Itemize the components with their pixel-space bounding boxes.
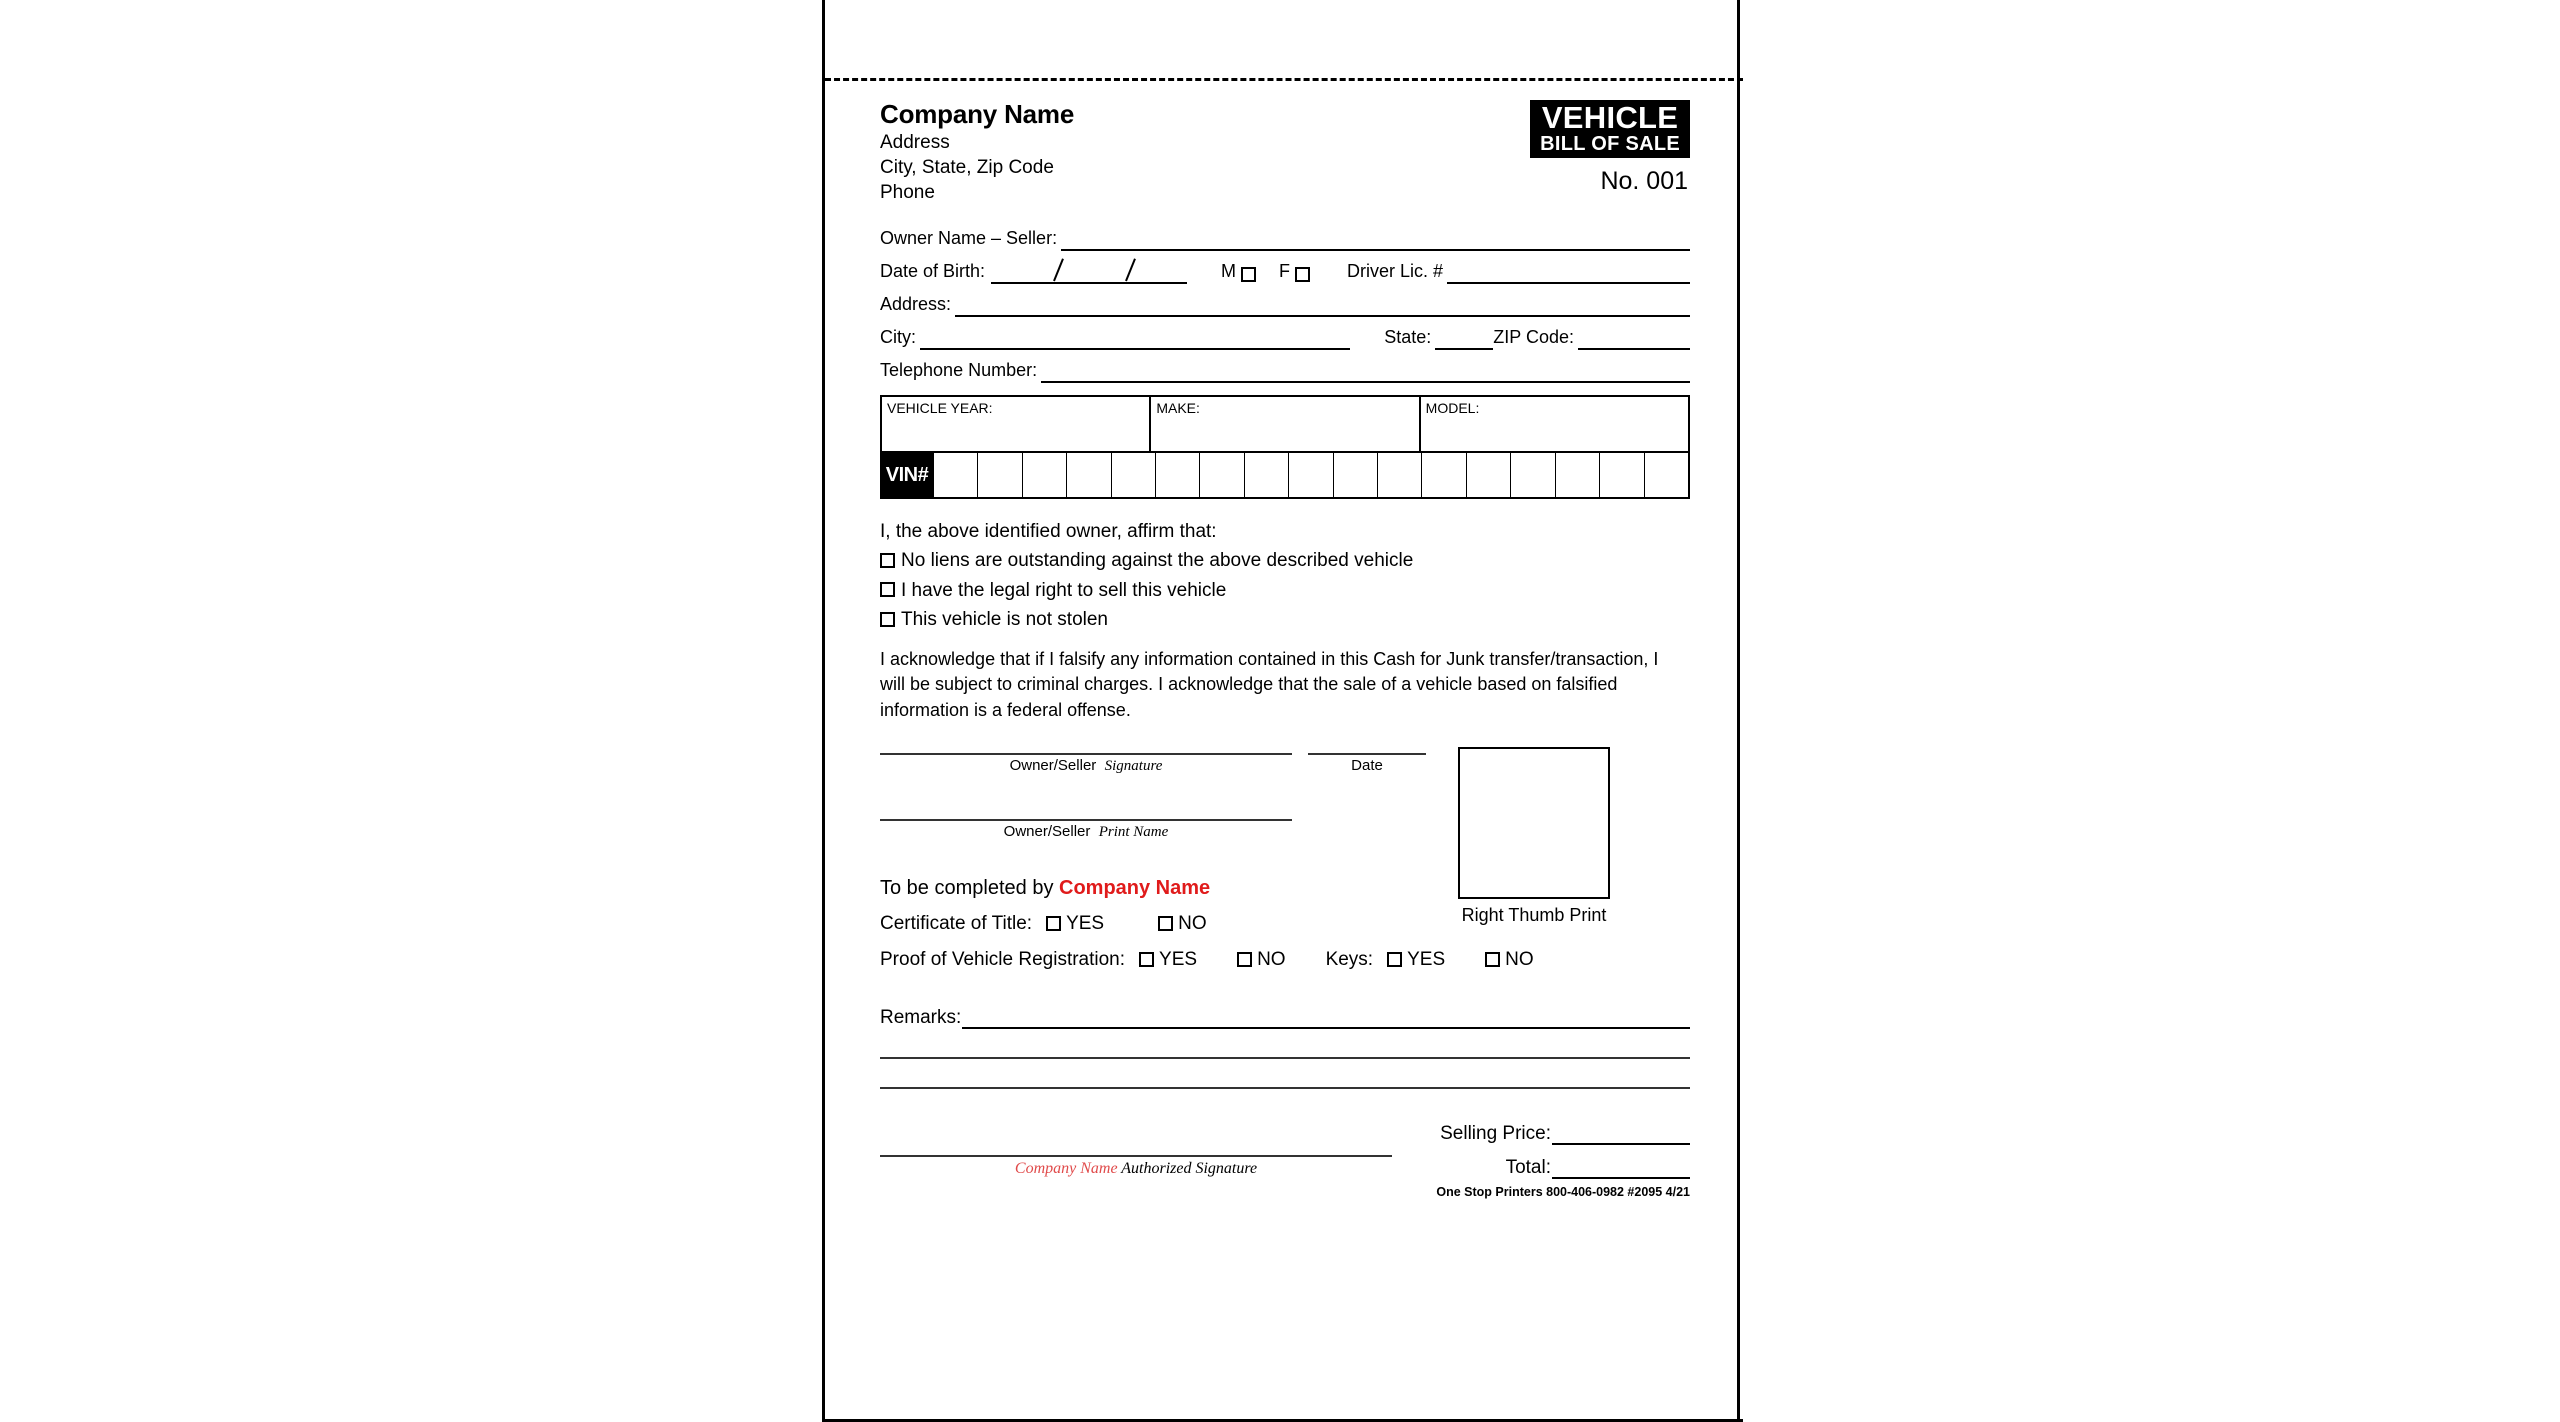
perforation-tear-line — [825, 78, 1743, 81]
vin-character-box[interactable] — [1333, 453, 1377, 497]
registration-and-keys-row — [880, 949, 1534, 971]
affirmation-item-label: I have the legal right to sell this vehicle — [901, 579, 1227, 601]
field-row-owner-name — [880, 218, 1690, 251]
signature-date-caption: Date — [1351, 757, 1383, 775]
affirmation-intro: I, the above identified owner, affirm that: — [880, 521, 1217, 542]
vin-character-box[interactable] — [1066, 453, 1110, 497]
vehicle-table-header-row — [882, 397, 1688, 451]
affirmation-item — [880, 546, 1690, 575]
registration-yes-checkbox[interactable] — [1139, 952, 1154, 967]
vin-character-boxes[interactable] — [932, 453, 1688, 497]
driver-license-input[interactable] — [1447, 264, 1690, 284]
vin-character-box[interactable] — [1199, 453, 1243, 497]
state-input[interactable] — [1435, 330, 1493, 350]
address-input[interactable] — [955, 297, 1690, 317]
dob-slash-icon — [1125, 258, 1136, 281]
city-input[interactable] — [920, 330, 1350, 350]
signature-section — [880, 753, 1690, 971]
vin-character-box[interactable] — [1244, 453, 1288, 497]
vehicle-make-label: MAKE: — [1156, 400, 1200, 416]
seller-fields-group — [880, 218, 1690, 383]
certificate-of-title-row — [880, 913, 1207, 935]
title-badge-block — [1530, 100, 1690, 196]
vin-character-box[interactable] — [1644, 453, 1688, 497]
certificate-of-title-label: Certificate of Title: — [880, 913, 1033, 935]
vin-character-box[interactable] — [977, 453, 1021, 497]
vin-label: VIN# — [882, 453, 932, 497]
vin-character-box[interactable] — [1288, 453, 1332, 497]
telephone-input[interactable] — [1041, 363, 1690, 383]
yes-label: YES — [1407, 949, 1446, 971]
signature-date-input[interactable] — [1308, 753, 1426, 755]
remarks-input-line[interactable] — [880, 1087, 1690, 1089]
keys-yes-checkbox[interactable] — [1387, 952, 1402, 967]
vin-character-box[interactable] — [1155, 453, 1199, 497]
completed-by-company-name: Company Name — [1059, 877, 1211, 900]
affirmation-section — [880, 517, 1690, 723]
city-label: City: — [880, 327, 916, 347]
affirmation-item-label: No liens are outstanding against the above described vehicle — [901, 550, 1414, 572]
affirmation-checkbox-no-liens[interactable] — [880, 553, 895, 568]
footer-section — [880, 1155, 1690, 1233]
field-row-telephone — [880, 350, 1690, 383]
owner-name-input[interactable] — [1061, 231, 1690, 251]
zip-code-label: ZIP Code: — [1493, 327, 1574, 347]
affirmation-checkbox-not-stolen[interactable] — [880, 612, 895, 627]
authorized-signature-text: Authorized Signature — [1117, 1160, 1258, 1178]
authorized-signature-caption — [880, 1160, 1392, 1178]
signature-word: Signature — [1104, 758, 1163, 775]
selling-price-input[interactable] — [1552, 1125, 1690, 1145]
owner-name-label: Owner Name – Seller: — [880, 228, 1058, 248]
affirmation-item — [880, 605, 1690, 634]
registration-no-checkbox[interactable] — [1237, 952, 1252, 967]
driver-license-label: Driver Lic. # — [1347, 261, 1444, 281]
affirmation-checkbox-legal-right[interactable] — [880, 582, 895, 597]
vin-character-box[interactable] — [1466, 453, 1510, 497]
vehicle-bill-of-sale-badge — [1530, 100, 1690, 158]
vin-character-box[interactable] — [1377, 453, 1421, 497]
owner-signature-caption — [880, 757, 1292, 775]
vehicle-model-cell[interactable] — [1421, 397, 1688, 451]
vin-character-box[interactable] — [932, 453, 977, 497]
field-row-dob-sex-license — [880, 251, 1690, 284]
vehicle-year-cell[interactable] — [882, 397, 1151, 451]
telephone-label: Telephone Number: — [880, 360, 1038, 380]
vin-character-box[interactable] — [1599, 453, 1643, 497]
completed-by-prefix: To be completed by — [880, 877, 1059, 900]
company-info-block — [880, 100, 1074, 205]
vehicle-year-label: VEHICLE YEAR: — [887, 400, 993, 416]
company-name: Company Name — [880, 99, 1075, 129]
right-thumb-print-box[interactable] — [1458, 747, 1610, 899]
bill-of-sale-sheet — [822, 0, 1740, 1422]
selling-price-label: Selling Price: — [1440, 1123, 1551, 1145]
owner-print-name-caption — [880, 823, 1292, 841]
company-address: Address — [880, 131, 950, 153]
remarks-first-row — [880, 999, 1690, 1029]
authorized-signature-input[interactable] — [880, 1155, 1392, 1157]
remarks-input-line[interactable] — [880, 1057, 1690, 1059]
state-label: State: — [1384, 327, 1432, 347]
selling-price-row — [1370, 1111, 1690, 1145]
affirmation-item-label: This vehicle is not stolen — [901, 609, 1108, 631]
certificate-title-yes-checkbox[interactable] — [1046, 916, 1061, 931]
acknowledgement-paragraph: I acknowledge that if I falsify any information contained in this Cash for Junk transfer/transaction, I will be subject to criminal charges. I acknowledge that the sale of a vehicle based on falsified information is a federal offense. — [880, 648, 1659, 720]
zip-code-input[interactable] — [1578, 330, 1690, 350]
form-header — [880, 100, 1690, 218]
badge-line-bill-of-sale: BILL OF SALE — [1540, 133, 1680, 155]
owner-seller-label: Owner/Seller — [1009, 757, 1097, 775]
completed-by-heading — [880, 877, 1210, 900]
sex-male-label: M — [1221, 261, 1237, 281]
keys-label: Keys: — [1325, 949, 1374, 971]
field-row-city-state-zip — [880, 317, 1690, 350]
vehicle-make-cell[interactable] — [1151, 397, 1420, 451]
vin-character-box[interactable] — [1421, 453, 1465, 497]
remarks-input-line[interactable] — [962, 1009, 1690, 1029]
field-row-address — [880, 284, 1690, 317]
yes-label: YES — [1066, 913, 1105, 935]
no-label: NO — [1505, 949, 1534, 971]
date-of-birth-input[interactable] — [991, 260, 1187, 284]
vin-character-box[interactable] — [1555, 453, 1599, 497]
date-of-birth-label: Date of Birth: — [880, 261, 986, 281]
keys-no-checkbox[interactable] — [1485, 952, 1500, 967]
affirmation-item — [880, 576, 1690, 605]
document-number: No. 001 — [1600, 167, 1688, 195]
form-content — [880, 100, 1690, 1233]
owner-seller-label: Owner/Seller — [1003, 823, 1091, 841]
remarks-label: Remarks: — [880, 1007, 962, 1029]
vin-character-box[interactable] — [1111, 453, 1155, 497]
company-city-state-zip: City, State, Zip Code — [880, 156, 1054, 178]
vin-row — [882, 451, 1688, 497]
owner-print-name-input[interactable] — [880, 819, 1292, 821]
company-phone: Phone — [880, 182, 935, 204]
total-label: Total: — [1505, 1157, 1551, 1179]
owner-signature-input[interactable] — [880, 753, 1292, 755]
sex-female-checkbox[interactable] — [1295, 267, 1310, 282]
sex-female-label: F — [1279, 261, 1291, 281]
printer-imprint-info: One Stop Printers 800-406-0982 #2095 4/21 — [1436, 1185, 1690, 1200]
vin-character-box[interactable] — [1510, 453, 1554, 497]
badge-line-vehicle: VEHICLE — [1541, 100, 1679, 135]
address-label: Address: — [880, 294, 952, 314]
yes-label: YES — [1159, 949, 1198, 971]
no-label: NO — [1178, 913, 1207, 935]
right-thumb-print-label: Right Thumb Print — [1461, 905, 1607, 926]
print-name-word: Print Name — [1098, 824, 1169, 841]
no-label: NO — [1257, 949, 1286, 971]
vin-character-box[interactable] — [1022, 453, 1066, 497]
vehicle-model-label: MODEL: — [1425, 400, 1480, 416]
proof-registration-label: Proof of Vehicle Registration: — [880, 949, 1126, 971]
certificate-title-no-checkbox[interactable] — [1158, 916, 1173, 931]
sex-male-checkbox[interactable] — [1241, 267, 1256, 282]
footer-company-name: Company Name — [1014, 1160, 1118, 1178]
dob-slash-icon — [1053, 258, 1064, 281]
vehicle-info-table — [880, 395, 1690, 499]
